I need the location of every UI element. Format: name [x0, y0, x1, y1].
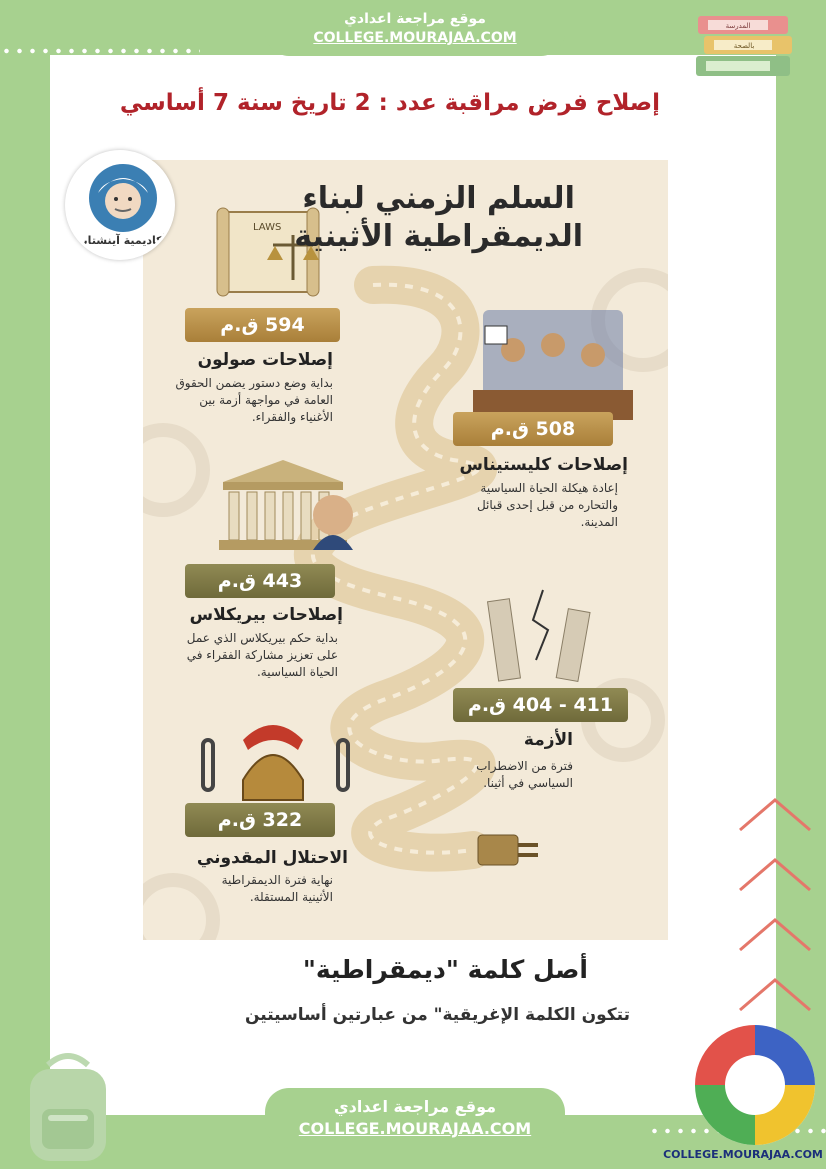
site-url-link[interactable]: COLLEGE.MOURAJAA.COM — [313, 30, 517, 46]
page-title: إصلاح فرض مراقبة عدد : 2 تاريخ سنة 7 أساسي — [119, 90, 660, 116]
einstein-academy-logo — [65, 150, 175, 260]
site-name: موقع مراجعة اعدادي — [333, 1097, 497, 1116]
event-description: إعادة هيكلة الحياة السياسية والتحاره من قبل إحدى قبائل المدينة. — [476, 481, 618, 529]
logo-caption: أكاديمية آينشتاين — [73, 234, 167, 247]
date-banner: 508 ق.م — [453, 412, 613, 446]
event-heading: الأزمة — [523, 730, 573, 750]
decor-dots — [0, 48, 200, 54]
book-label: المدرسة — [725, 22, 751, 30]
timeline-poster — [143, 160, 668, 940]
footer-site-badge[interactable] — [265, 1088, 565, 1148]
laws-label: LAWS — [253, 222, 282, 233]
event-heading: الاحتلال المقدوني — [196, 848, 348, 868]
ruins-illustration — [488, 590, 590, 681]
event-heading: إصلاحات صولون — [197, 350, 333, 370]
event-description: نهاية فترة الديمقراطية الأثينية المستقلة. — [221, 873, 333, 904]
date-banner: 322 ق.م — [185, 803, 335, 837]
assembly-illustration — [473, 310, 633, 420]
date-banner: 594 ق.م — [185, 308, 340, 342]
poster-footer-heading: أصل كلمة "ديمقراطية" — [302, 955, 588, 984]
wheel-caption: COLLEGE.MOURAJAA.COM — [663, 1148, 823, 1161]
plug-illustration — [478, 835, 538, 865]
event-description: بداية حكم بيريكلاس الذي عمل على تعزيز مشاركة الفقراء في الحياة السياسية. — [186, 631, 338, 679]
backpack-icon — [18, 1045, 118, 1165]
date-banner: 443 ق.م — [185, 564, 335, 598]
site-name: موقع مراجعة اعدادي — [344, 11, 486, 27]
event-heading: إصلاحات كليستيناس — [459, 455, 628, 475]
subjects-wheel-icon — [690, 1020, 820, 1150]
books-icon — [690, 12, 800, 82]
site-url-link[interactable]: COLLEGE.MOURAJAA.COM — [298, 1119, 532, 1138]
event-heading: إصلاحات بيريكلاس — [189, 605, 343, 625]
date-banner: 411 - 404 ق.م — [453, 688, 628, 722]
poster-title: السلم الزمني لبناء الديمقراطية الأثينية — [294, 181, 583, 254]
helmet-illustration — [203, 725, 348, 800]
event-description: فترة من الاضطراب السياسي في أثينا. — [476, 759, 573, 790]
poster-footer-subtitle: تتكون الكلمة الإغريقية" من عبارتين أساسيتين — [244, 1005, 630, 1025]
temple-illustration — [219, 460, 353, 550]
event-description: بداية وضع دستور يضمن الحقوق العامة في مواجهة أزمة بين الأغنياء والفقراء. — [175, 376, 333, 424]
book-label: بالصحة — [733, 42, 755, 50]
header-site-badge[interactable] — [265, 0, 565, 56]
